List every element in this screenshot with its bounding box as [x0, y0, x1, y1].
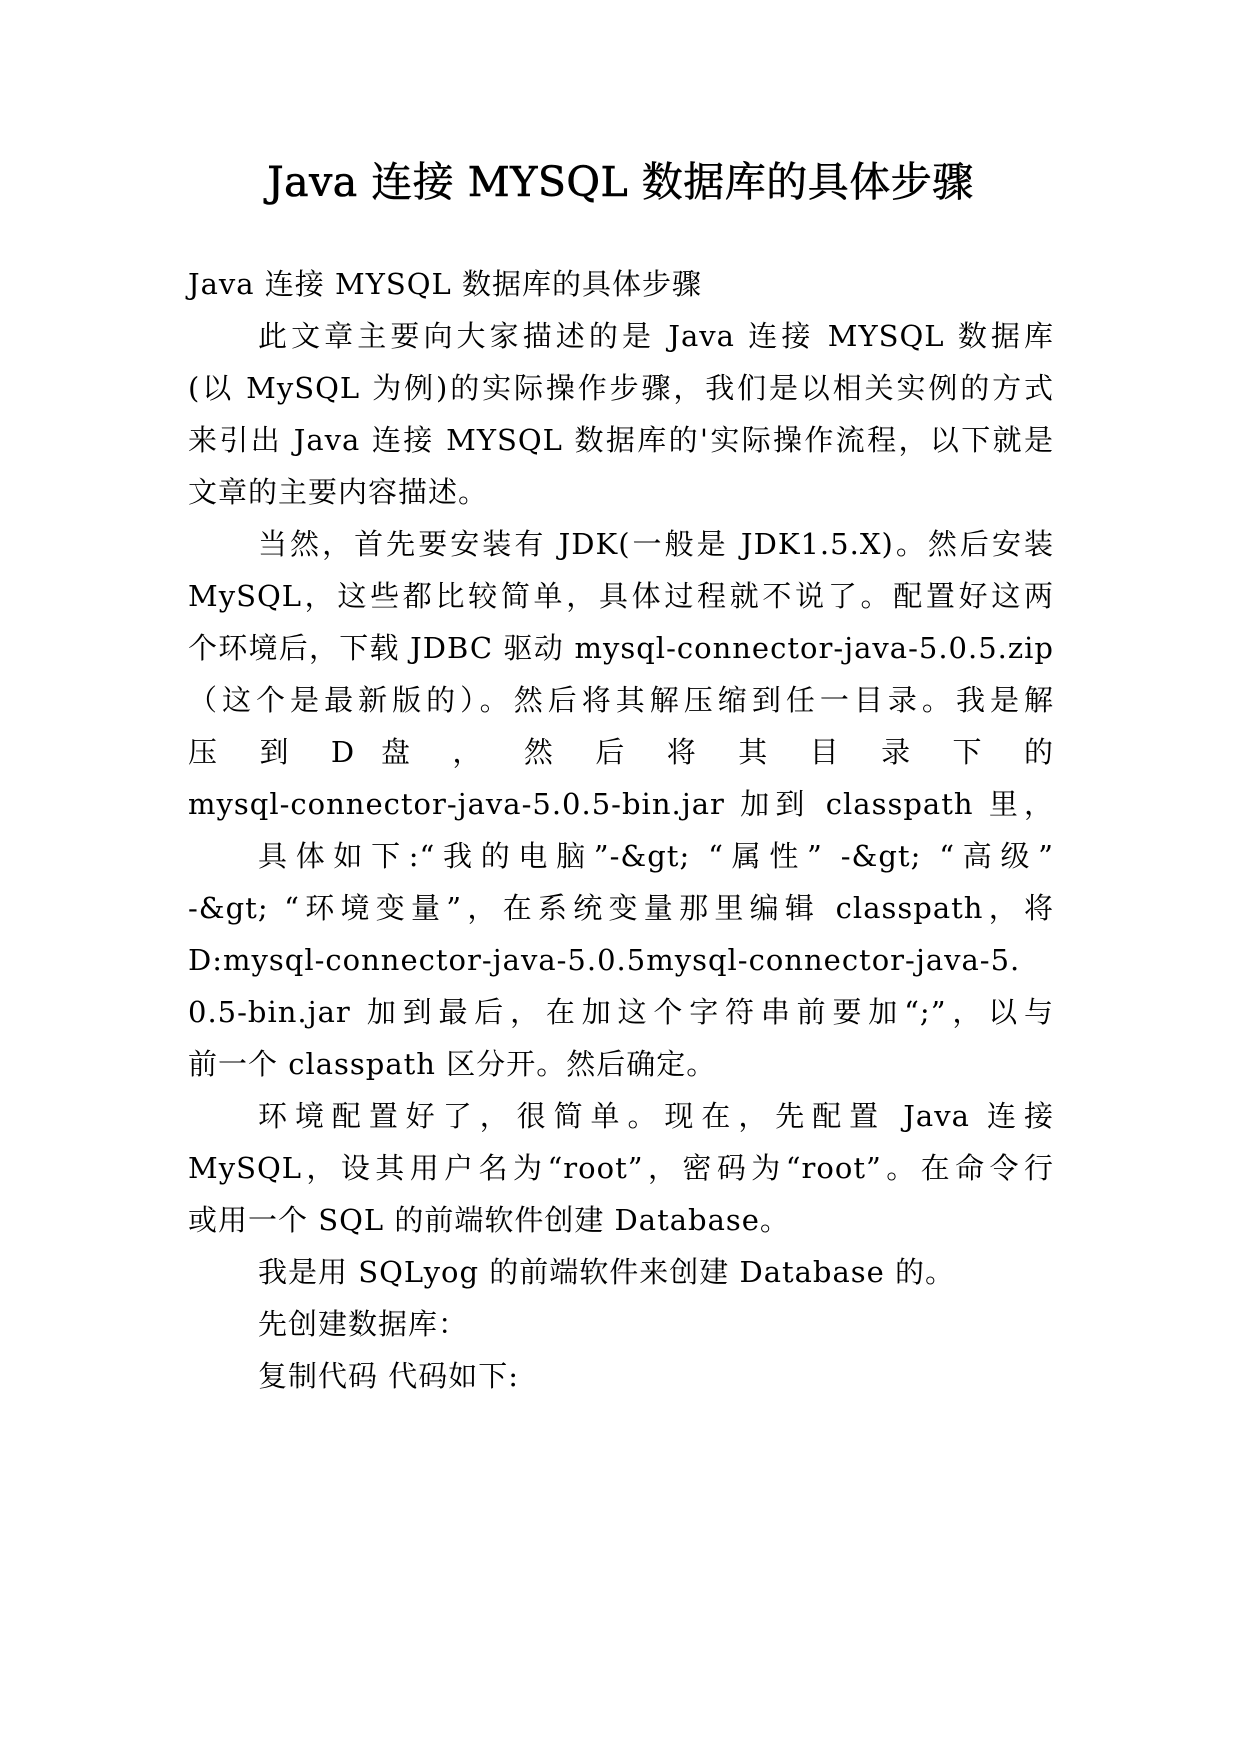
paragraph-line: 0.5-bin.jar 加到最后，在加这个字符串前要加“;”，以与: [188, 995, 1054, 1029]
paragraph-line: 复制代码 代码如下:: [258, 1359, 519, 1393]
paragraph-line: -&gt; “环境变量”，在系统变量那里编辑 classpath，将: [188, 891, 1054, 925]
paragraph-line: 文章的主要内容描述。: [188, 475, 489, 509]
paragraph-line: MySQL，设其用户名为“root”，密码为“root”。在命令行: [188, 1151, 1054, 1185]
paragraph-line: 来引出 Java 连接 MYSQL 数据库的'实际操作流程，以下就是: [188, 423, 1054, 457]
paragraph-line: 或用一个 SQL 的前端软件创建 Database。: [188, 1203, 790, 1237]
paragraph-line: 具体如下:“我的电脑”-&gt; “属性” -&gt; “高级”: [258, 839, 1054, 873]
paragraph-line: 个环境后，下载 JDBC 驱动 mysql-connector-java-5.0.5.zip: [188, 631, 1054, 665]
paragraph-line: 环境配置好了，很简单。现在，先配置 Java 连接: [258, 1099, 1054, 1133]
paragraph-line: D:mysql-connector-java-5.0.5mysql-connector-java-5.: [188, 943, 1021, 977]
document-title: Java 连接 MYSQL 数据库的具体步骤: [267, 158, 974, 206]
paragraph-line: 前一个 classpath 区分开。然后确定。: [188, 1047, 717, 1081]
paragraph-line: 压 到 D 盘 ， 然 后 将 其 目 录 下 的: [188, 735, 1054, 769]
paragraph-line: mysql-connector-java-5.0.5-bin.jar 加到 classpath 里，: [188, 787, 1054, 821]
paragraph-line: （这个是最新版的）。然后将其解压缩到任一目录。我是解: [188, 683, 1054, 717]
paragraph-line: 我是用 SQLyog 的前端软件来创建 Database 的。: [258, 1255, 956, 1289]
paragraph-line: 此文章主要向大家描述的是 Java 连接 MYSQL 数据库: [258, 319, 1054, 353]
subtitle-line: Java 连接 MYSQL 数据库的具体步骤: [188, 267, 702, 301]
paragraph-line: 先创建数据库：: [258, 1307, 469, 1341]
paragraph-line: (以 MySQL 为例)的实际操作步骤，我们是以相关实例的方式: [188, 371, 1054, 405]
paragraph-line: MySQL，这些都比较简单，具体过程就不说了。配置好这两: [188, 579, 1054, 613]
paragraph-line: 当然，首先要安装有 JDK(一般是 JDK1.5.X)。然后安装: [258, 527, 1054, 561]
